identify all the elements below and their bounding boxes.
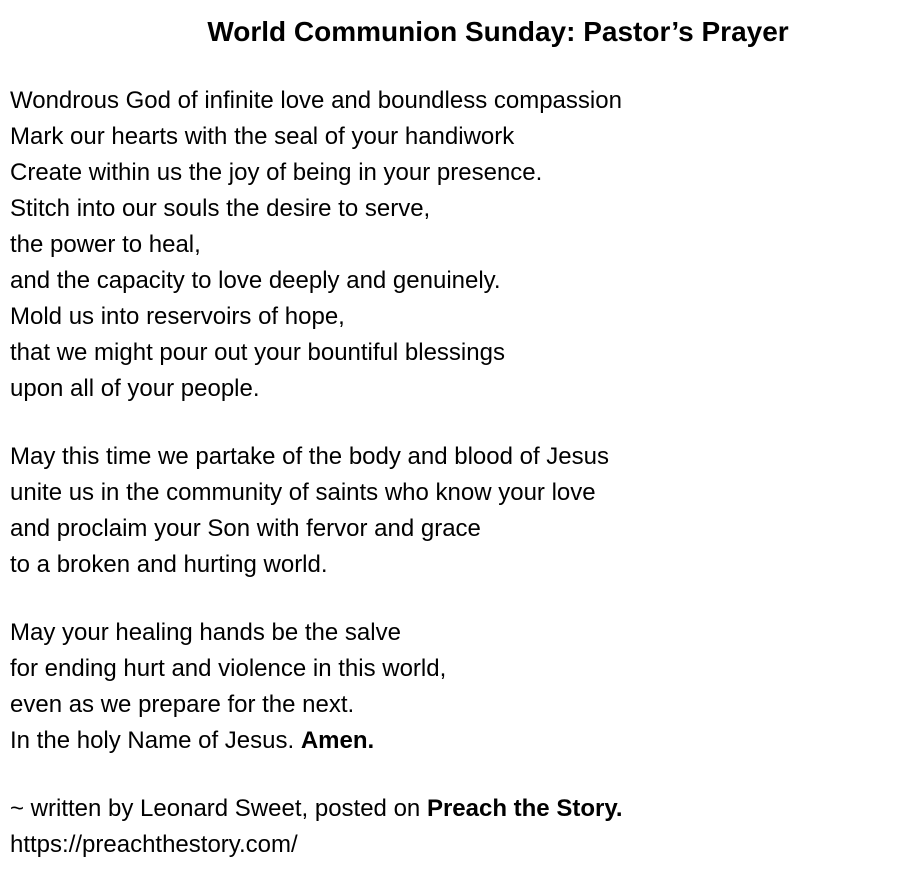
prayer-line: upon all of your people.	[10, 375, 260, 402]
document-title: World Communion Sunday: Pastor’s Prayer	[207, 16, 789, 47]
credit-block	[10, 791, 623, 863]
prayer-line: that we might pour out your bountiful blessings	[10, 339, 505, 366]
prayer-line: Mark our hearts with the seal of your handiwork	[10, 123, 515, 150]
stanza-2	[10, 439, 623, 583]
prayer-line: and the capacity to love deeply and genuinely.	[10, 267, 501, 294]
closing-line	[10, 723, 623, 759]
closing-text: In the holy Name of Jesus.	[10, 727, 301, 754]
prayer-line: and proclaim your Son with fervor and grace	[10, 515, 481, 542]
prayer-line: unite us in the community of saints who know your love	[10, 479, 596, 506]
stanza-1	[10, 83, 623, 407]
amen-text: Amen.	[300, 727, 375, 754]
prayer-line: May this time we partake of the body and blood of Jesus	[10, 443, 610, 470]
source-name: Preach the Story.	[426, 795, 623, 822]
prayer-line: Wondrous God of infinite love and boundless compassion	[10, 87, 622, 114]
credit-line	[10, 791, 623, 827]
prayer-line: for ending hurt and violence in this world,	[10, 655, 447, 682]
prayer-line: to a broken and hurting world.	[10, 551, 328, 578]
prayer-line: Mold us into reservoirs of hope,	[10, 303, 345, 330]
prayer-body	[10, 83, 623, 863]
source-url: https://preachthestory.com/	[10, 831, 298, 858]
prayer-line: Stitch into our souls the desire to serve,	[10, 195, 431, 222]
prayer-line: even as we prepare for the next.	[10, 691, 355, 718]
credit-text: ~ written by Leonard Sweet, posted on	[10, 795, 427, 822]
stanza-3	[10, 615, 623, 759]
prayer-line: Create within us the joy of being in your presence.	[10, 159, 543, 186]
prayer-line: May your healing hands be the salve	[10, 619, 401, 646]
prayer-line: the power to heal,	[10, 231, 201, 258]
